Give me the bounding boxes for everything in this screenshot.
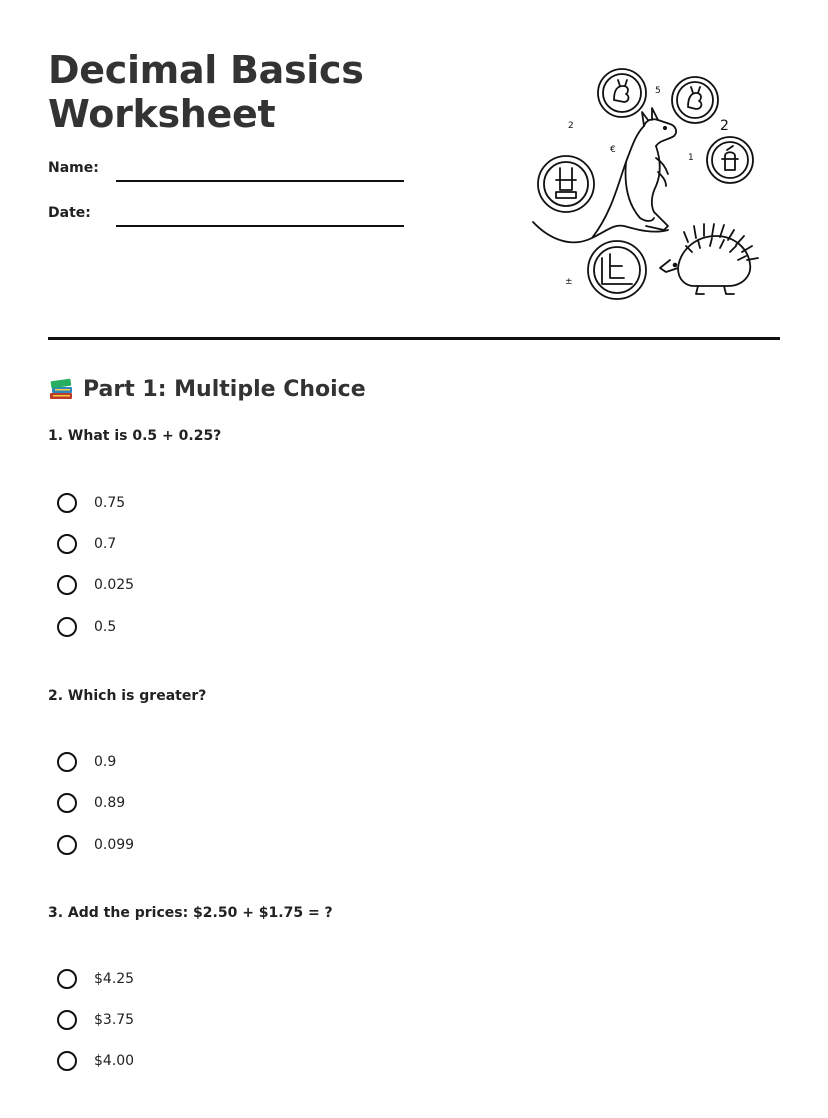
question-1-option-b[interactable] bbox=[57, 531, 116, 557]
coin-mark-plusminus: ± bbox=[565, 277, 573, 287]
question-1-option-a[interactable] bbox=[57, 490, 125, 516]
question-3-option-b[interactable] bbox=[57, 1007, 134, 1033]
radio-button[interactable] bbox=[57, 835, 77, 855]
radio-button[interactable] bbox=[57, 793, 77, 813]
date-field[interactable] bbox=[48, 203, 408, 233]
radio-button[interactable] bbox=[57, 969, 77, 989]
kangaroo-echidna-coins-illustration bbox=[528, 62, 760, 304]
echidna-icon bbox=[660, 224, 758, 294]
option-label: $3.75 bbox=[94, 1012, 135, 1028]
question-1-option-d[interactable] bbox=[57, 614, 116, 640]
section-header bbox=[48, 373, 366, 405]
coin-bottom-icon bbox=[588, 241, 646, 299]
option-label: 0.89 bbox=[94, 795, 126, 811]
question-2-prompt: 2. Which is greater? bbox=[48, 688, 207, 704]
name-write-line[interactable] bbox=[116, 180, 404, 182]
coin-mark-1: 1 bbox=[688, 153, 694, 163]
radio-button[interactable] bbox=[57, 575, 77, 595]
question-3-option-a[interactable] bbox=[57, 966, 134, 992]
option-label: 0.5 bbox=[94, 619, 117, 635]
option-label: $4.25 bbox=[94, 971, 135, 987]
coin-top-left-icon bbox=[598, 69, 646, 117]
option-label: 0.75 bbox=[94, 495, 126, 511]
name-field[interactable] bbox=[48, 158, 408, 188]
title-line-2: Worksheet bbox=[48, 92, 276, 136]
date-label: Date: bbox=[48, 205, 91, 221]
option-label: 0.9 bbox=[94, 754, 117, 770]
radio-button[interactable] bbox=[57, 534, 77, 554]
coin-mark-2b: 2 bbox=[720, 118, 729, 134]
worksheet-title bbox=[48, 48, 364, 136]
radio-button[interactable] bbox=[57, 1010, 77, 1030]
question-2-option-a[interactable] bbox=[57, 749, 116, 775]
coin-top-right-icon bbox=[672, 77, 718, 123]
radio-button[interactable] bbox=[57, 1051, 77, 1071]
date-write-line[interactable] bbox=[116, 225, 404, 227]
coin-mark-5: 5 bbox=[655, 86, 661, 96]
question-3-option-c[interactable] bbox=[57, 1048, 134, 1074]
question-3-prompt: 3. Add the prices: $2.50 + $1.75 = ? bbox=[48, 905, 333, 921]
books-icon bbox=[48, 376, 74, 402]
option-label: 0.7 bbox=[94, 536, 117, 552]
header-divider bbox=[48, 337, 780, 340]
name-label: Name: bbox=[48, 160, 99, 176]
title-line-1: Decimal Basics bbox=[48, 48, 364, 92]
kangaroo-icon bbox=[533, 108, 676, 242]
question-2-option-c[interactable] bbox=[57, 832, 134, 858]
radio-button[interactable] bbox=[57, 493, 77, 513]
section-title: Part 1: Multiple Choice bbox=[83, 376, 366, 402]
option-label: $4.00 bbox=[94, 1053, 135, 1069]
radio-button[interactable] bbox=[57, 617, 77, 637]
coin-mark-euro: € bbox=[610, 145, 616, 155]
coin-mark-2a: 2 bbox=[568, 121, 574, 131]
question-1-option-c[interactable] bbox=[57, 572, 134, 598]
option-label: 0.099 bbox=[94, 837, 135, 853]
question-2-option-b[interactable] bbox=[57, 790, 125, 816]
radio-button[interactable] bbox=[57, 752, 77, 772]
option-label: 0.025 bbox=[94, 577, 135, 593]
coin-right-icon bbox=[707, 137, 753, 183]
question-1-prompt: 1. What is 0.5 + 0.25? bbox=[48, 428, 222, 444]
coin-left-icon bbox=[538, 156, 594, 212]
